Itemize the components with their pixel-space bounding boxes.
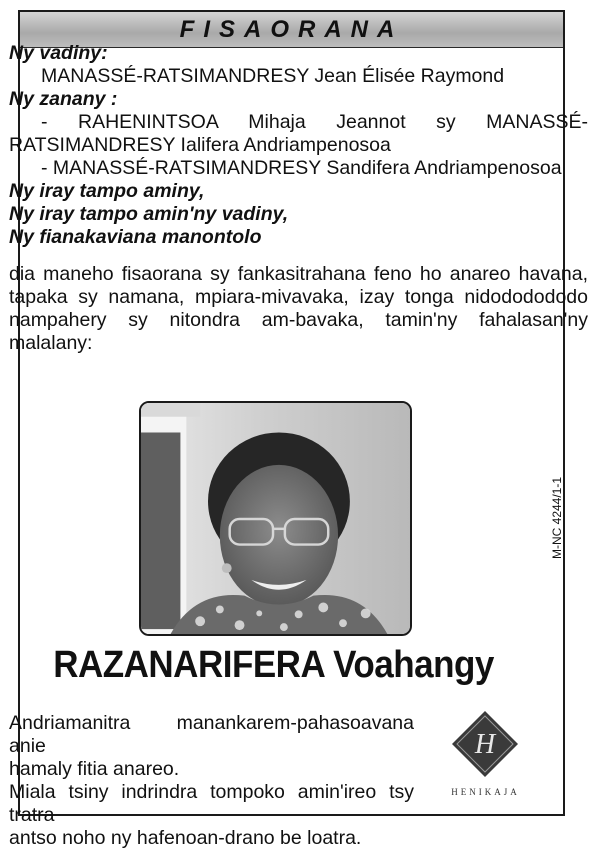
message-line: tapaka sy namana, mpiara-mivavaka, izay tonga nidododododo — [9, 286, 588, 308]
children-label: Ny zanany : — [9, 88, 118, 110]
deceased-name: RAZANARIFERA Voahangy — [53, 643, 494, 686]
reference-code-text: M-NC 4244/1-1 — [550, 476, 564, 560]
child-name-line: - RAHENINTSOA Mihaja Jeannot sy MANASSÉ- — [41, 111, 588, 133]
child-name-line: RATSIMANDRESY Ialifera Andriampenosoa — [9, 134, 391, 156]
portrait-image — [141, 403, 410, 634]
closing-line: Andriamanitra manankarem-pahasoavana anie — [9, 712, 414, 757]
spouse-name: MANASSÉ-RATSIMANDRESY Jean Élisée Raymond — [41, 65, 505, 87]
message-line: nampahery sy nitondra am-bavaka, tamin'ny fahalasan'ny — [9, 309, 588, 331]
closing-line: antso noho ny hafenoan-drano be loatra. — [9, 827, 362, 849]
notice-body — [9, 42, 588, 355]
relatives-line: Ny fianakaviana manontolo — [9, 226, 262, 248]
logo-monogram: H — [474, 729, 496, 760]
logo-diamond-icon — [428, 705, 543, 785]
child-name-line: - MANASSÉ-RATSIMANDRESY Sandifera Andriampenosoa — [41, 157, 562, 179]
portrait-photo — [139, 401, 412, 636]
message-line: malalany: — [9, 332, 93, 354]
relatives-line: Ny iray tampo aminy, — [9, 180, 205, 202]
closing-message — [9, 712, 414, 850]
relatives-line: Ny iray tampo amin'ny vadiny, — [9, 203, 289, 225]
henikaja-logo — [428, 705, 543, 805]
reference-code — [547, 473, 567, 563]
notice-title: FISAORANA — [179, 16, 404, 43]
closing-line: hamaly fitia anareo. — [9, 758, 180, 780]
closing-line: Miala tsiny indrindra tompoko amin'ireo tsy tratra — [9, 781, 414, 826]
logo-wordmark: HENIKAJA — [451, 787, 520, 797]
message-line: dia maneho fisaorana sy fankasitrahana feno ho anareo havana, — [9, 263, 588, 285]
thanks-message — [9, 263, 588, 355]
spouse-label: Ny vadiny: — [9, 42, 108, 64]
